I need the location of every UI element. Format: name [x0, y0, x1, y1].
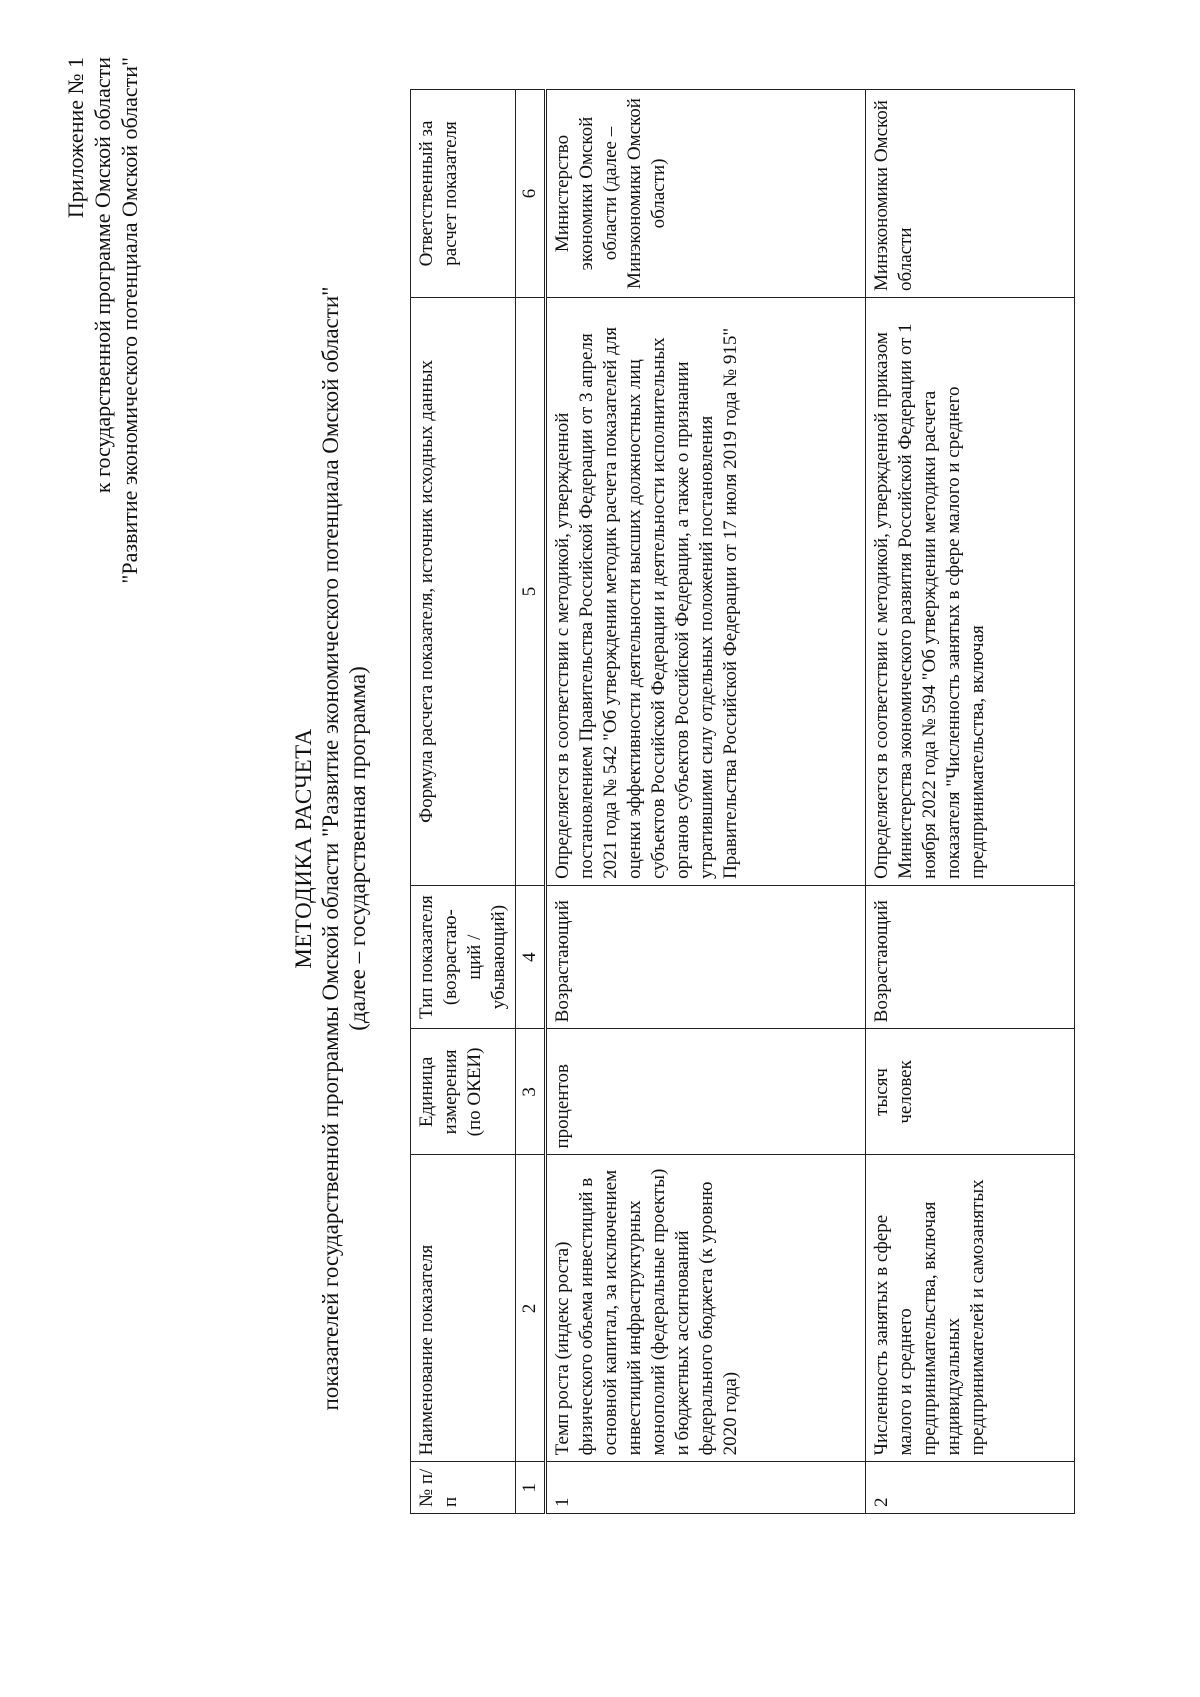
- indicator-unit: процентов: [546, 1029, 866, 1155]
- indicator-unit: тысяч человек: [866, 1029, 1075, 1155]
- table-header-row: [411, 90, 516, 1514]
- appendix-program-name: "Развитие экономического потенциала Омской области": [117, 57, 142, 584]
- column-number: 3: [516, 1029, 546, 1155]
- appendix-program: к государственной программе Омской области: [90, 57, 115, 494]
- document-title: МЕТОДИКА РАСЧЕТА: [291, 728, 316, 969]
- indicator-name: Численность занятых в сфере малого и среднего предпринимательства, включая индивидуальных предпринимателей и самозанятых: [866, 1155, 1075, 1462]
- indicator-responsible: Министерство экономики Омской области (далее – Минэкономики Омской области): [546, 90, 866, 298]
- appendix-block: [0, 57, 142, 1697]
- document-heading: [290, 0, 371, 1697]
- indicator-name: Темп роста (индекс роста) физического объема инвестиций в основной капитал, за исключением инвестиций инфраструктурных монополий (федеральные проекты) и бюджетных ассигнований федерального бюджета (к уровню 2020 года): [546, 1155, 866, 1462]
- column-number: 6: [516, 90, 546, 298]
- indicator-responsible: Минэкономики Омской области: [866, 90, 1075, 298]
- header-unit: Единица измерения (по ОКЕИ): [411, 1029, 516, 1155]
- column-number: 5: [516, 297, 546, 885]
- header-num: № п/п: [411, 1462, 516, 1514]
- header-type: Тип показателя (возрастаю-щий / убывающий): [411, 885, 516, 1028]
- column-number: 1: [516, 1462, 546, 1514]
- column-number: 4: [516, 885, 546, 1028]
- row-num: 1: [546, 1462, 866, 1514]
- indicator-formula: Определяется в соответствии с методикой, утвержденной приказом Министерства экономического развития Российской Федерации от 1 ноября 2022 года № 594 "Об утверждении методики расчета показателя "Численность занятых в сфере малого и среднего предпринимательства, включая: [866, 297, 1075, 885]
- indicator-formula: Определяется в соответствии с методикой, утвержденной постановлением Правительства Российской Федерации от 3 апреля 2021 года № 542 "Об утверждении методик расчета показателей для оценки эффективности деятельности высших должностных лиц субъектов Российской Федерации и деятельности исполнительных органов субъектов Российской Федерации, а также о признании утратившими силу отдельных положений постановления Правительства Российской Федерации от 17 июля 2019 года № 915": [546, 297, 866, 885]
- table-row: [866, 90, 1075, 1514]
- header-formula: Формула расчета показателя, источник исходных данных: [411, 297, 516, 885]
- appendix-caption: [62, 57, 143, 584]
- document-subtitle-note: (далее – государственная программа): [345, 666, 370, 1031]
- indicator-type: Возрастающий: [866, 885, 1075, 1028]
- header-responsible: Ответственный за расчет показателя: [411, 90, 516, 298]
- document-subtitle: показателей государственной программы Омской области "Развитие экономического потенциала Омской области": [318, 286, 343, 1411]
- indicator-type: Возрастающий: [546, 885, 866, 1028]
- column-number: 2: [516, 1155, 546, 1462]
- method-table: [410, 89, 1075, 1514]
- header-name: Наименование показателя: [411, 1155, 516, 1462]
- row-num: 2: [866, 1462, 1075, 1514]
- table-column-numbers-row: [516, 90, 546, 1514]
- appendix-number: Приложение № 1: [63, 57, 88, 219]
- table-row: [546, 90, 866, 1514]
